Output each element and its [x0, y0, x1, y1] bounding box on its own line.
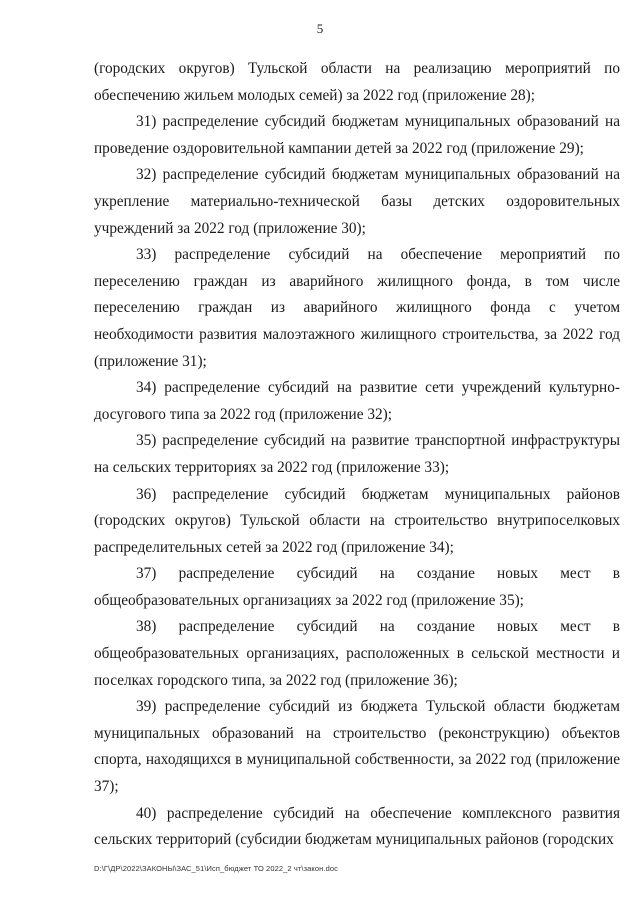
paragraph-34: 34) распределение субсидий на развитие сети учреждений культурно-досугового типа за 2022 год (приложение 32);: [94, 379, 620, 423]
paragraph-31: 31) распределение субсидий бюджетам муниципальных образований на проведение оздоровительной кампании детей за 2022 год (приложение 29);: [94, 113, 620, 157]
paragraph-37: 37) распределение субсидий на создание новых мест в общеобразовательных организациях за 2022 год (приложение 35);: [94, 565, 620, 609]
paragraph-36: 36) распределение субсидий бюджетам муниципальных районов (городских округов) Тульской области на строительство внутрипоселковых распределительных сетей за 2022 год (приложение 34);: [94, 485, 620, 556]
paragraph-39: 39) распределение субсидий из бюджета Тульской области бюджетам муниципальных образований на строительство (реконструкцию) объектов спорта, находящихся в муниципальной собственности, за 2022 год (приложение 37);: [94, 698, 620, 796]
file-path-footer: D:\Г\ДР\2022\ЗАКОНЫ\ЗАС_51\Исп_бюджет ТО 2022_2 чт\закон.doc: [94, 864, 338, 873]
paragraph-38: 38) распределение субсидий на создание новых мест в общеобразовательных организациях, расположенных в сельской местности и поселках городского типа, за 2022 год (приложение 36);: [94, 618, 620, 689]
paragraph-35: 35) распределение субсидий на развитие транспортной инфраструктуры на сельских территориях за 2022 год (приложение 33);: [94, 432, 620, 476]
paragraph-33: 33) распределение субсидий на обеспечение мероприятий по переселению граждан из аварийного жилищного фонда, в том числе переселению граждан из аварийного жилищного фонда с учетом необходимости развития малоэтажного жилищного строительства, за 2022 год (приложение 31);: [94, 246, 620, 370]
document-body: [94, 56, 620, 854]
paragraph-32: 32) распределение субсидий бюджетам муниципальных образований на укрепление материально-технической базы детских оздоровительных учреждений за 2022 год (приложение 30);: [94, 166, 620, 237]
paragraph-40: 40) распределение субсидий на обеспечение комплексного развития сельских территорий (субсидии бюджетам муниципальных районов (городских: [94, 804, 620, 849]
page-number: 5: [316, 21, 324, 36]
paragraph-30-continuation: (городских округов) Тульской области на реализацию мероприятий по обеспечению жильем молодых семей) за 2022 год (приложение 28);: [94, 60, 620, 104]
